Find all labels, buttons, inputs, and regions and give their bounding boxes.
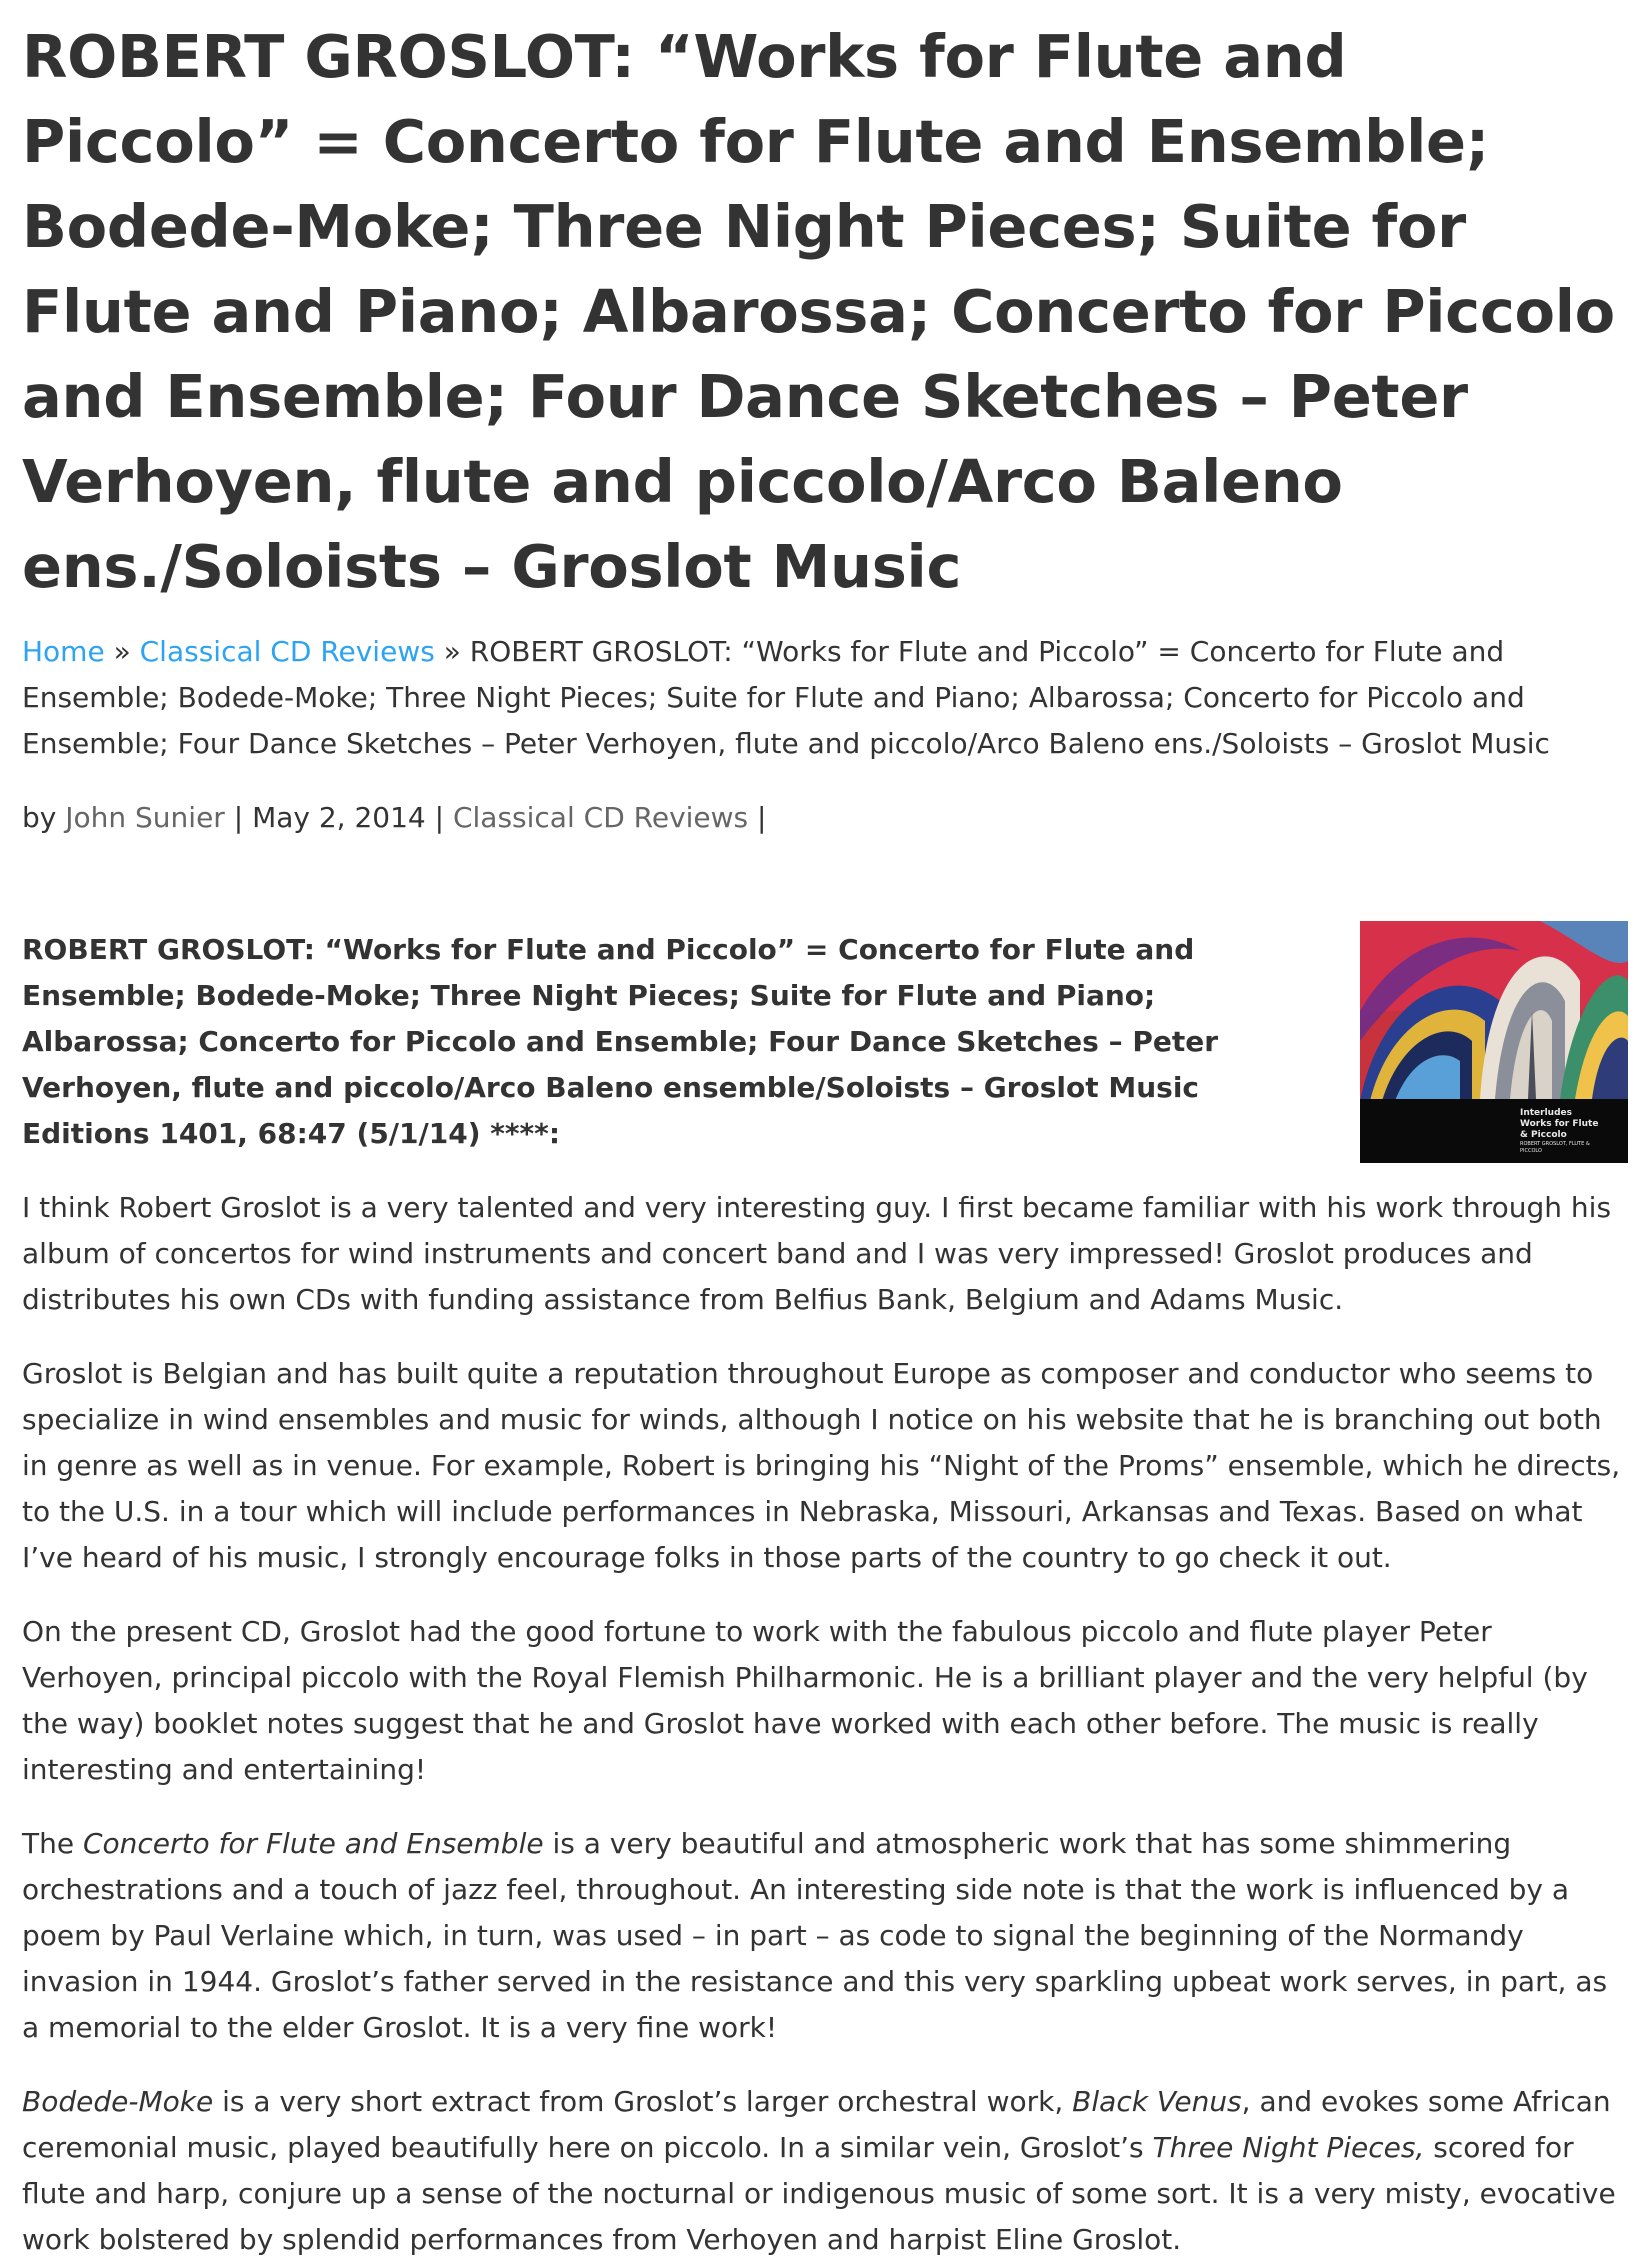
meta-separator: | [224, 801, 253, 834]
cover-caption-line: & Piccolo [1520, 1130, 1567, 1140]
cover-caption-line: Works for Flute [1520, 1119, 1599, 1129]
breadcrumb-category-link[interactable]: Classical CD Reviews [139, 635, 435, 668]
meta-separator: | [748, 801, 767, 834]
meta-separator: | [425, 801, 453, 834]
cover-caption-line: ROBERT GROSLOT, FLUTE & PICCOLO [1520, 1141, 1590, 1154]
review-header: ROBERT GROSLOT: “Works for Flute and Piccolo” = Concerto for Flute and Ensemble; Bodede-Moke; Three Night Pieces; Suite for Flute and Piano; Albarossa; Concerto for Piccolo and Ensemble; Four Dance Sketches – Peter Verhoyen, flute and piccolo/Arco Baleno ensemble/Soloists – Groslot Music Editions 1401, 68:47 (5/1/14) ****: [22, 933, 1219, 1150]
author-link[interactable]: John Sunier [65, 801, 225, 834]
work-title: Bodede-Moke [22, 2085, 214, 2118]
category-link[interactable]: Classical CD Reviews [452, 801, 749, 834]
text-run: , and evokes some African ceremonial music, played beautifully here on piccolo. In a similar vein, Groslot’s [22, 2085, 1611, 2164]
review-paragraph [22, 2079, 1628, 2263]
text-run: is a very beautiful and atmospheric work that has some shimmering orchestrations and a touch of jazz feel, throughout. An interesting side note is that the work is influenced by a poem by Paul Verlaine which, in turn, was used – in part – as code to signal the beginning of the Normandy invasion in 1944. Groslot’s father served in the resistance and this very sparkling upbeat work serves, in part, as a memorial to the elder Groslot. It is a very fine work! [22, 1827, 1608, 2044]
work-title: Concerto for Flute and Ensemble [82, 1827, 544, 1860]
text-run: scored for flute and harp, conjure up a sense of the nocturnal or indigenous music of some sort. It is a very misty, evocative work bolstered by splendid performances from Verhoyen and harpist Eline Groslot. [22, 2131, 1616, 2256]
post-date: May 2, 2014 [252, 801, 426, 834]
text-run: is a very short extract from Groslot’s larger orchestral work, [213, 2085, 1073, 2118]
review-paragraph: I think Robert Groslot is a very talented and very interesting guy. I first became familiar with his work through his album of concertos for wind instruments and concert band and I was very impressed! Groslot produces and distributes his own CDs with funding assistance from Belfius Bank, Belgium and Adams Music. [22, 1191, 1612, 1316]
review-paragraph: Groslot is Belgian and has built quite a reputation throughout Europe as composer and conductor who seems to specialize in wind ensembles and music for winds, although I notice on his website that he is branching out both in genre as well as in venue. For example, Robert is bringing his “Night of the Proms” ensemble, which he directs, to the U.S. in a tour which will include performances in Nebraska, Missouri, Arkansas and Texas. Based on what I’ve heard of his music, I strongly encourage folks in those parts of the country to go check it out. [22, 1357, 1621, 1574]
review-paragraph: On the present CD, Groslot had the good fortune to work with the fabulous piccolo and flute player Peter Verhoyen, principal piccolo with the Royal Flemish Philharmonic. He is a brilliant player and the very helpful (by the way) booklet notes suggest that he and Groslot have worked with each other before. The music is really interesting and entertaining! [22, 1615, 1588, 1786]
breadcrumb-home-link[interactable]: Home [22, 635, 105, 668]
article-content [22, 927, 1628, 2263]
breadcrumb-separator: » [104, 635, 140, 668]
page-title: ROBERT GROSLOT: “Works for Flute and Piccolo” = Concerto for Flute and Ensemble; Bodede-Moke; Three Night Pieces; Suite for Flute and Piano; Albarossa; Concerto for Piccolo and Ensemble; Four Dance Sketches – Peter Verhoyen, flute and piccolo/Arco Baleno ens./Soloists – Groslot Music [22, 22, 1615, 601]
album-cover-caption [1520, 1108, 1610, 1155]
text-run: The [22, 1827, 83, 1860]
post-meta [22, 795, 1628, 841]
byline-by: by [22, 801, 66, 834]
breadcrumb-separator: » [434, 635, 470, 668]
cover-caption-line: Interludes [1520, 1108, 1572, 1118]
review-paragraph [22, 1821, 1628, 2051]
breadcrumb [22, 629, 1628, 767]
work-title: Three Night Pieces, [1152, 2131, 1425, 2164]
work-title: Black Venus [1072, 2085, 1242, 2118]
breadcrumb-current: ROBERT GROSLOT: “Works for Flute and Piccolo” = Concerto for Flute and Ensemble; Bodede-Moke; Three Night Pieces; Suite for Flute and Piano; Albarossa; Concerto for Piccolo and Ensemble; Four Dance Sketches – Peter Verhoyen, flute and piccolo/Arco Baleno ens./Soloists – Groslot Music [22, 635, 1550, 760]
album-cover-image [1360, 921, 1628, 1163]
